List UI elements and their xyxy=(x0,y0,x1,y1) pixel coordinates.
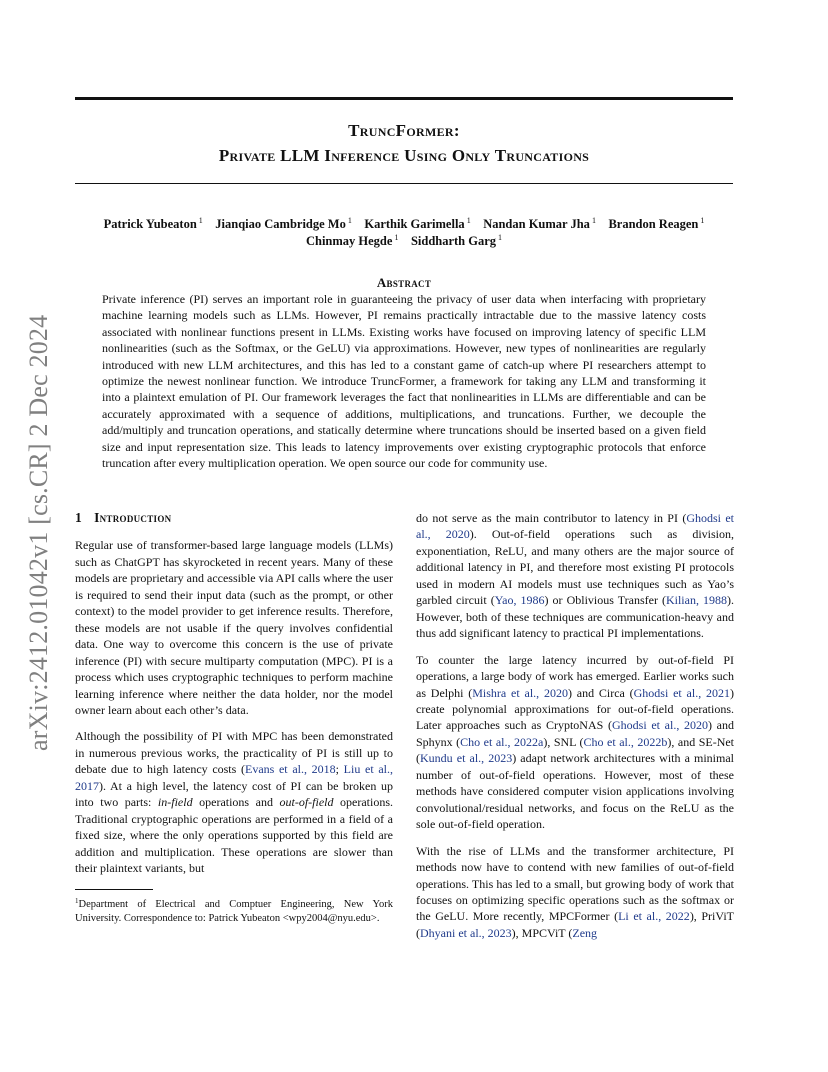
author-name: Karthik Garimella xyxy=(364,217,465,231)
citation-link[interactable]: Ghodsi et al., 2020 xyxy=(416,511,734,542)
citation-link[interactable]: Liu et al., 2017 xyxy=(75,762,393,793)
text-run: ) adapt network architectures with a minimal number of out-of-field operations. However, most of these methods have considered computer vision applications involving convolutional/residual networks, and focus on the ReLU as the sole out-of-field operation. xyxy=(416,751,734,832)
text-run: ; xyxy=(335,762,344,777)
footnote xyxy=(75,895,393,925)
section-title: Introduction xyxy=(94,510,172,525)
intro-paragraph-2 xyxy=(75,728,393,876)
affiliation-mark: 1 xyxy=(466,216,471,225)
text-run: ), SNL ( xyxy=(543,734,584,749)
affiliation-mark: 1 xyxy=(700,216,705,225)
citation-link[interactable]: Evans et al., 2018 xyxy=(244,762,336,777)
text-run: ) create polynomial approximations for out-of-field operations. Later approaches such as CryptoNAS ( xyxy=(416,685,735,733)
text-run: ). However, both of these techniques are communication-heavy and thus add significant latency to practical PI implementations. xyxy=(416,593,734,641)
text-run: To counter the large latency incurred by out-of-field PI operations, a large body of work has emerged. Earlier works such as Delphi ( xyxy=(416,652,734,700)
author-name: Brandon Reagen xyxy=(608,217,699,231)
text-run: ), and SE-Net ( xyxy=(416,734,735,766)
intro-paragraph-4 xyxy=(416,652,734,833)
paper-title-line-2: Private LLM Inference Using Only Truncations xyxy=(218,146,590,165)
text-run: ), MPCViT ( xyxy=(511,925,573,940)
citation-link[interactable]: Mishra et al., 2020 xyxy=(472,685,568,700)
emphasis-term: out-of-field xyxy=(279,795,334,810)
intro-paragraph-5 xyxy=(416,843,734,942)
author-name: Jianqiao Cambridge Mo xyxy=(215,217,346,231)
abstract-text: Private inference (PI) serves an important role in guaranteeing the privacy of user data when interfacing with proprietary machine learning models such as LLMs. However, PI remains practically intractable due to the massive latency costs associated with nonlinear functions present in LLMs. Existing works have focused on improving latency of specific LLM nonlinearities (such as the Softmax, or the GeLU) via approximations. However, new types of nonlinearities are regularly introduced with new LLM architectures, and this has led to a constant game of catch-up where PI researchers attempt to optimize the newest nonlinear function. We introduce TruncFormer, a framework for taking any LLM and transforming it into a plaintext emulation of PI. Our framework leverages the fact that nonlinearities in LLMs are differentiable and can be accurately approximated with a sequence of additions, multiplications, and truncations. Further, we decouple the add/multiply and truncation operations, and statically determine where truncations should be inserted based on a given field size and input representation size. This leads to latency improvements over existing cryptographic protocols that enforce truncation after every multiplication operation. We open source our code for community use. xyxy=(102,292,706,471)
text-run: ). Out-of-field operations such as division, exponentiation, ReLU, and many others are the major source of additional latency in PI, and therefore most existing PI protocols used in modern AI models must use techniques such as Yao’s garbled circuit ( xyxy=(416,527,734,608)
text-run: ) and Sphynx ( xyxy=(416,718,734,749)
citation-link[interactable]: Li et al., 2022 xyxy=(618,909,690,924)
text-run: ) or Oblivious Transfer ( xyxy=(544,593,666,608)
text-run: operations and xyxy=(192,795,280,810)
abstract-heading: Abstract xyxy=(376,275,432,290)
citation-link[interactable]: Ghodsi et al., 2021 xyxy=(633,685,731,700)
citation-link[interactable]: Kundu et al., 2023 xyxy=(420,751,513,766)
arxiv-identifier-stamp[interactable]: arXiv:2412.01042v1 [cs.CR] 2 Dec 2024 xyxy=(24,314,53,751)
title-rule-top xyxy=(75,97,733,100)
citation-link[interactable]: Ghodsi et al., 2020 xyxy=(611,718,708,733)
author-name: Siddharth Garg xyxy=(410,234,497,248)
author-name: Chinmay Hegde xyxy=(305,234,393,248)
emphasis-term: in-field xyxy=(157,795,193,810)
text-run: do not serve as the main contributor to latency in PI ( xyxy=(416,511,687,525)
citation-link[interactable]: Yao, 1986 xyxy=(494,593,545,608)
right-column xyxy=(416,510,734,951)
affiliation-mark: 1 xyxy=(347,216,352,225)
footnote-rule xyxy=(75,889,153,890)
affiliation-mark: 1 xyxy=(591,216,596,225)
author-list-line-2 xyxy=(75,229,733,250)
section-heading xyxy=(75,510,393,526)
author-name: Nandan Kumar Jha xyxy=(483,217,590,231)
affiliation-mark: 1 xyxy=(498,233,503,242)
text-run: ). At a high level, the latency cost of PI can be broken up into two parts: xyxy=(75,778,393,810)
intro-paragraph-1: Regular use of transformer-based large language models (LLMs) such as ChatGPT has skyrocketed in recent years. Many of these models are proprietary and accessible via API calls where the user is required to send their input data (such as the prompt, or other context) to the model provider to get inference results. Therefore, these models are not usable if the query involves confidential data. One way to overcome this concern is the use of private inference (PI) with secure multiparty computation (MPC). PI is a process which uses cryptographic techniques to perform machine learning inference where neither the data holder, nor the model owner learn about each other’s data. xyxy=(75,538,393,717)
intro-paragraph-3 xyxy=(416,510,734,642)
left-column xyxy=(75,510,393,887)
section-number: 1 xyxy=(75,510,83,525)
text-run: ), PriViT ( xyxy=(416,909,735,940)
footnote-text: Department of Electrical and Comptuer Engineering, New York University. Correspondence to: Patrick Yubeaton <wpy2004@nyu.edu>. xyxy=(75,899,393,924)
affiliation-mark: 1 xyxy=(198,216,203,225)
citation-link[interactable]: Cho et al., 2022b xyxy=(583,734,668,749)
citation-link[interactable]: Dhyani et al., 2023 xyxy=(420,925,512,940)
affiliation-mark: 1 xyxy=(394,233,399,242)
title-rule-bottom xyxy=(75,183,733,184)
text-run: operations. Traditional cryptographic operations are performed in a field of a fixed size, where the only operations supported by this field are addition and multiplication. These operations are slower than their plaintext variants, but xyxy=(75,795,394,876)
paper-title-line-1: TruncFormer: xyxy=(348,121,460,140)
citation-link[interactable]: Kilian, 1988 xyxy=(665,593,727,608)
citation-link[interactable]: Zeng xyxy=(572,925,598,940)
text-run: With the rise of LLMs and the transformer architecture, PI methods now have to contend with new families of out-of-field operations. This has led to a small, but growing body of work that focuses on optimizing specific operations such as the softmax or the GeLU. More recently, MPCFormer ( xyxy=(416,843,734,924)
author-name: Patrick Yubeaton xyxy=(103,217,197,231)
text-run: Although the possibility of PI with MPC has been demonstrated in numerous previous works, the practicality of PI is still up to debate due to high latency costs ( xyxy=(75,729,393,777)
citation-link[interactable]: Cho et al., 2022a xyxy=(460,734,544,749)
footnote-mark: 1 xyxy=(75,897,79,905)
text-run: ) and Circa ( xyxy=(567,685,634,700)
